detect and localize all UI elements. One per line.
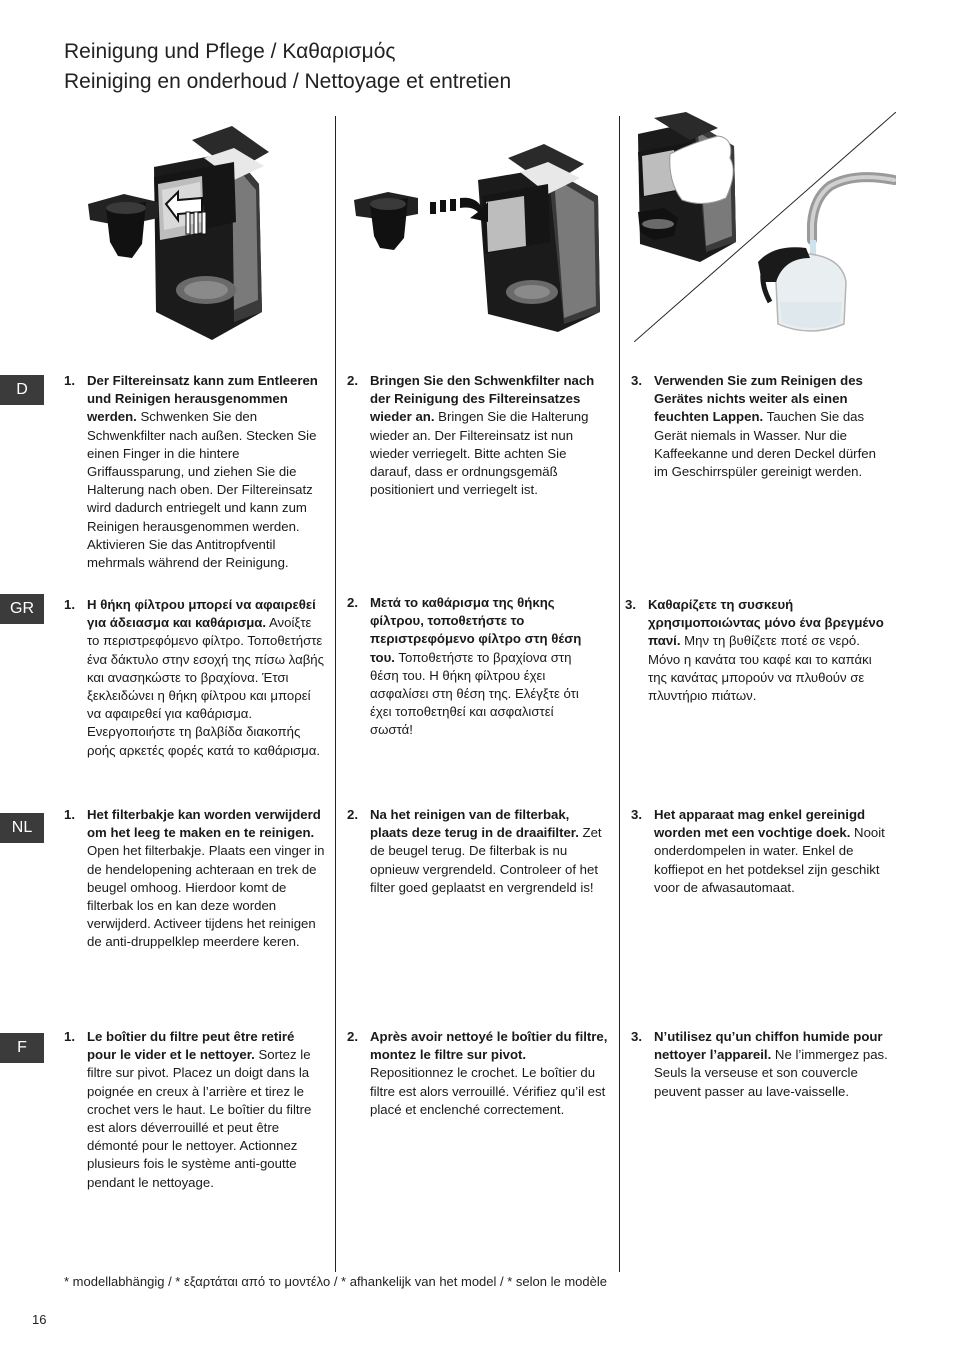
coffee-maker-filter-open-illustration	[84, 122, 302, 344]
step-number: 1.	[64, 373, 75, 388]
step-heading: Na het reinigen van de filterbak, plaats deze terug in de draaifilter.	[370, 807, 579, 841]
page-number: 16	[32, 1312, 47, 1327]
page-title-line-1: Reinigung und Pflege / Καθαρισμός	[64, 40, 396, 63]
step-heading: Het filterbakje kan worden verwijderd om het leeg te maken en te reinigen.	[87, 807, 321, 841]
coffee-maker-filter-close-illustration	[348, 142, 602, 332]
step-number: 3.	[631, 807, 642, 822]
step-heading: Verwenden Sie zum Reinigen des Gerätes nichts weiter als einen feuchten Lappen.	[654, 373, 863, 425]
step-number: 3.	[631, 1029, 642, 1044]
step-number: 3.	[625, 597, 636, 612]
step-heading: N’utilisez qu’un chiffon humide pour nettoyer l’appareil.	[654, 1029, 883, 1063]
step-body: Tauchen Sie das Gerät niemals in Wasser. Nur die Kaffeekanne und deren Deckel dürfen im Geschirrspüler gereinigt werden.	[654, 409, 876, 480]
step-body: Μην τη βυθίζετε ποτέ σε νερό. Μόνο η κανάτα του καφέ και το καπάκι της κανάτας μπορούν να πλυθούν σε πλυντήριο πιάτων.	[648, 633, 872, 704]
step-body: Schwenken Sie den Schwenkfilter nach außen. Stecken Sie einen Finger in die hintere Griffaussparung, und ziehen Sie die Halterung nach oben. Der Filtereinsatz wird dadurch entriegelt und kann zum Reinigen herausgenommen werden. Aktivieren Sie das Antitropfventil mehrmals während der Reinigung.	[87, 409, 317, 571]
step-heading: Καθαρίζετε τη συσκευή χρησιμοποιώντας μόνο ένα βρεγμένο πανί.	[648, 597, 884, 649]
step-body: Zet de beugel terug. De filterbak is nu opnieuw vergrendeld. Controleer of het filter goed geplaatst en vergrendeld is!	[370, 825, 602, 895]
step-heading: Der Filtereinsatz kann zum Entleeren und Reinigen herausgenommen werden.	[87, 373, 318, 425]
language-tab-nl: NL	[0, 813, 44, 843]
step-number: 2.	[347, 1029, 358, 1044]
step-number: 1.	[64, 597, 75, 612]
step-number: 1.	[64, 807, 75, 822]
step-heading: Het apparaat mag enkel gereinigd worden met een vochtige doek.	[654, 807, 866, 841]
step-body: Τοποθετήστε το βραχίονα στη θέση του. Η θήκη φίλτρου έχει ασφαλίσει στη θέση της. Ελέγξτε ότι έχει τοποθετηθεί και ασφαλιστεί σωστά!	[370, 649, 579, 738]
language-tab-de: D	[0, 375, 44, 405]
step-number: 2.	[347, 595, 358, 610]
step-body: Open het filterbakje. Plaats een vinger in de hendelopening achteraan en trek de beugel omhoog. Hierdoor komt de filterbak los en kan deze worden verwijderd. Activeer tijdens het reinigen de anti-druppelklep meerdere keren.	[87, 843, 325, 950]
coffee-maker-cleaning-illustration	[634, 112, 896, 342]
step-number: 2.	[347, 373, 358, 388]
step-body: Ανοίξτε το περιστρεφόμενο φίλτρο. Τοποθετήστε ένα δάκτυλο στην εσοχή της πίσω λαβής και ανασηκώστε το βραχίονα. Έτσι ξεκλειδώνει η θήκη φίλτρου και μπορεί να αφαιρεθεί για καθάρισμα. Ενεργοποιήστε τη βαλβίδα διακοπής ροής αρκετές φορές κατά το καθάρισμα.	[87, 615, 324, 758]
step-body: Sortez le filtre sur pivot. Placez un doigt dans la poignée en creux à l’arrière et tirez le crochet vers le haut. Le boîtier du filtre est alors déverrouillé et peut être démonté pour le nettoyer. Actionnez plusieurs fois le système anti-goutte pendant le nettoyage.	[87, 1047, 312, 1190]
step-heading: Η θήκη φίλτρου μπορεί να αφαιρεθεί για άδειασμα και καθάρισμα.	[87, 597, 316, 631]
step-heading: Le boîtier du filtre peut être retiré pour le vider et le nettoyer.	[87, 1029, 295, 1063]
step-heading: Μετά το καθάρισμα της θήκης φίλτρου, τοποθετήστε το περιστρεφόμενο φίλτρο στη θέση του.	[370, 595, 582, 665]
step-heading: Après avoir nettoyé le boîtier du filtre, montez le filtre sur pivot.	[370, 1029, 608, 1063]
step-heading: Bringen Sie den Schwenkfilter nach der Reinigung des Filtereinsatzes wieder an.	[370, 373, 595, 425]
step-body: Repositionnez le crochet. Le boîtier du filtre est alors verrouillé. Vérifiez qu’il est placé et enclenché correctement.	[370, 1065, 606, 1117]
column-divider-1	[335, 116, 336, 1272]
step-number: 2.	[347, 807, 358, 822]
footnote: * modellabhängig / * εξαρτάται από το μοντέλο / * afhankelijk van het model / * selon le modèle	[64, 1274, 607, 1289]
step-body: Nooit onderdompelen in water. Enkel de koffiepot en het potdeksel zijn geschikt voor de afwasautomaat.	[654, 825, 885, 895]
step-number: 1.	[64, 1029, 75, 1044]
step-body: Bringen Sie die Halterung wieder an. Der Filtereinsatz ist nun wieder verriegelt. Bitte achten Sie darauf, dass er ordnungsgemäß positioniert und verriegelt ist.	[370, 409, 589, 498]
step-number: 3.	[631, 373, 642, 388]
page-title-line-2: Reiniging en onderhoud / Nettoyage et entretien	[64, 70, 512, 93]
language-tab-fr: F	[0, 1033, 44, 1063]
column-divider-2	[619, 116, 620, 1272]
language-tab-gr: GR	[0, 594, 44, 624]
step-body: Ne l’immergez pas. Seuls la verseuse et son couvercle peuvent passer au lave-vaisselle.	[654, 1047, 888, 1099]
